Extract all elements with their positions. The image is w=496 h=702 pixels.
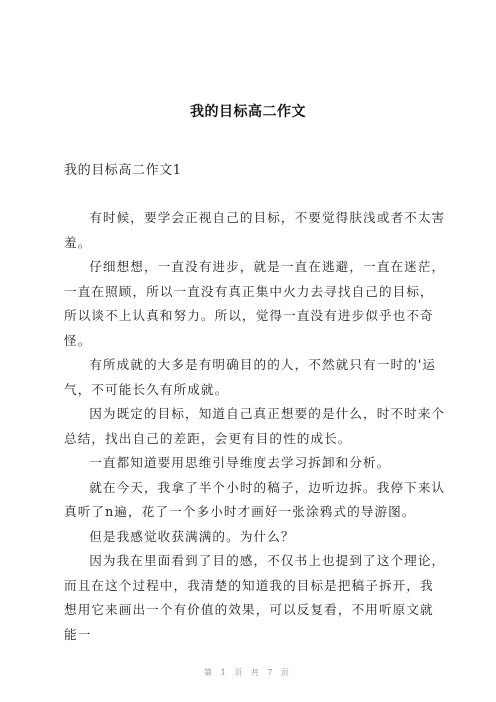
paragraph: 有时候，要学会正视自己的目标，不要觉得肤浅或者不太害羞。 [64, 210, 446, 250]
paragraph: 有所成就的大多是有明确目的的人，不然就只有一时的'运气，不可能长久有所成就。 [64, 357, 437, 397]
paragraph: 一直都知道要用思维引导维度去学习拆卸和分析。 [89, 455, 391, 470]
paragraph: 仔细想想，一直没有进步，就是一直在逃避，一直在迷茫，一直在照顾，所以一直没有真正集中火力去寻找自己的目标，所以谈不上认真和努力。所以，觉得一直没有进步似乎也不奇怪。 [64, 259, 446, 348]
document-body [64, 206, 446, 647]
section-heading: 我的目标高二作文1 [64, 163, 182, 178]
paragraph: 就在今天，我拿了半个小时的稿子，边听边拆。我停下来认真听了n遍，花了一个多小时才画好一张涂鸦式的导游图。 [64, 479, 446, 519]
page-title: 我的目标高二作文 [190, 104, 306, 120]
paragraph: 但是我感觉收获满满的。为什么？ [89, 528, 295, 544]
page-number-footer: 第 1 页 共 7 页 [204, 668, 292, 677]
paragraph: 因为既定的目标，知道自己真正想要的是什么，时不时来个总结，找出自己的差距，会更有目的性的成长。 [64, 406, 446, 446]
paragraph: 因为我在里面看到了目的感，不仅书上也提到了这个理论，而且在这个过程中，我清楚的知道我的目标是把稿子拆开，我想用它来画出一个有价值的效果，可以反复看，不用听原文就能一 [64, 553, 446, 642]
